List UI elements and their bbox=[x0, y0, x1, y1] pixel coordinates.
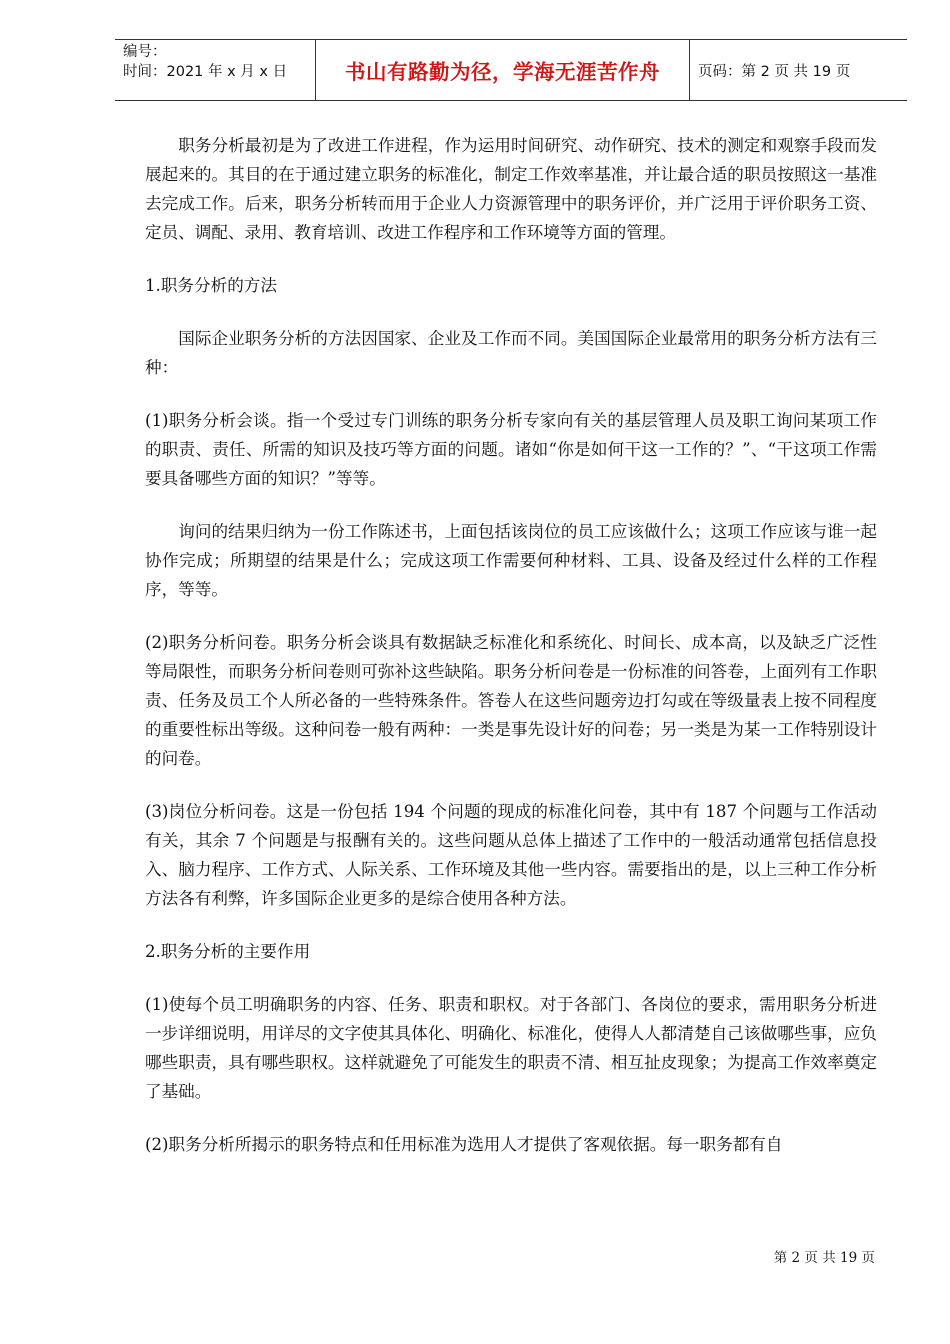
section-heading: 1.职务分析的方法 bbox=[145, 276, 277, 295]
paragraph: 国际企业职务分析的方法因国家、企业及工作而不同。美国国际企业最常用的职务分析方法有三种： bbox=[145, 329, 877, 377]
paragraph: (2)职务分析问卷。职务分析会谈具有数据缺乏标准化和系统化、时间长、成本高，以及缺乏广泛性等局限性，而职务分析问卷则可弥补这些缺陷。职务分析问卷是一份标准的问答卷，上面列有工作职责、任务及员工个人所必备的一些特殊条件。答卷人在这些问题旁边打勾或在等级量表上按不同程度的重要性标出等级。这种问卷一般有两种：一类是事先设计好的问卷；另一类是为某一工作特别设计的问卷。 bbox=[145, 633, 877, 768]
paragraph: 询问的结果归纳为一份工作陈述书，上面包括该岗位的员工应该做什么；这项工作应该与谁一起协作完成；所期望的结果是什么；完成这项工作需要何种材料、工具、设备及经过什么样的工作程序，等等。 bbox=[145, 522, 877, 599]
paragraph: (2)职务分析所揭示的职务特点和任用标准为选用人才提供了客观依据。每一职务都有自 bbox=[145, 1135, 783, 1154]
paragraph: (1)使每个员工明确职务的内容、任务、职责和职权。对于各部门、各岗位的要求，需用职务分析进一步详细说明，用详尽的文字使其具体化、明确化、标准化，使得人人都清楚自己该做哪些事，应负哪些职责，具有哪些职权。这样就避免了可能发生的职责不清、相互扯皮现象；为提高工作效率奠定了基础。 bbox=[145, 995, 877, 1101]
page-header bbox=[115, 39, 907, 101]
header-motto: 书山有路勤为径，学海无涯苦作舟 bbox=[316, 40, 690, 100]
paragraph: (1)职务分析会谈。指一个受过专门训练的职务分析专家向有关的基层管理人员及职工询问某项工作的职责、责任、所需的知识及技巧等方面的问题。诸如“你是如何干这一工作的？”、“干这项工作需要具备哪些方面的知识？”等等。 bbox=[145, 411, 877, 488]
header-meta bbox=[115, 40, 316, 100]
header-page-number: 页码：第 2 页 共 19 页 bbox=[698, 63, 851, 80]
page-footer: 第 2 页 共 19 页 bbox=[773, 1250, 875, 1266]
paragraph: 职务分析最初是为了改进工作进程，作为运用时间研究、动作研究、技术的测定和观察手段而发展起来的。其目的在于通过建立职务的标准化，制定工作效率基准，并让最合适的职员按照这一基准去完成工作。后来，职务分析转而用于企业人力资源管理中的职务评价，并广泛用于评价职务工资、定员、调配、录用、教育培训、改进工作程序和工作环境等方面的管理。 bbox=[145, 136, 877, 242]
document-body bbox=[145, 131, 877, 1183]
serial-number-label: 编号： bbox=[123, 44, 167, 60]
paragraph: (3)岗位分析问卷。这是一份包括 194 个问题的现成的标准化问卷，其中有 187 个问题与工作活动有关，其余 7 个问题是与报酬有关的。这些问题从总体上描述了工作中的一般活动通常包括信息投入、脑力程序、工作方式、人际关系、工作环境及其他一些内容。需要指出的是，以上三种工作分析方法各有利弊，许多国际企业更多的是综合使用各种方法。 bbox=[145, 802, 877, 908]
section-heading: 2.职务分析的主要作用 bbox=[145, 942, 311, 961]
date-label: 时间：2021 年 x 月 x 日 bbox=[123, 64, 288, 80]
